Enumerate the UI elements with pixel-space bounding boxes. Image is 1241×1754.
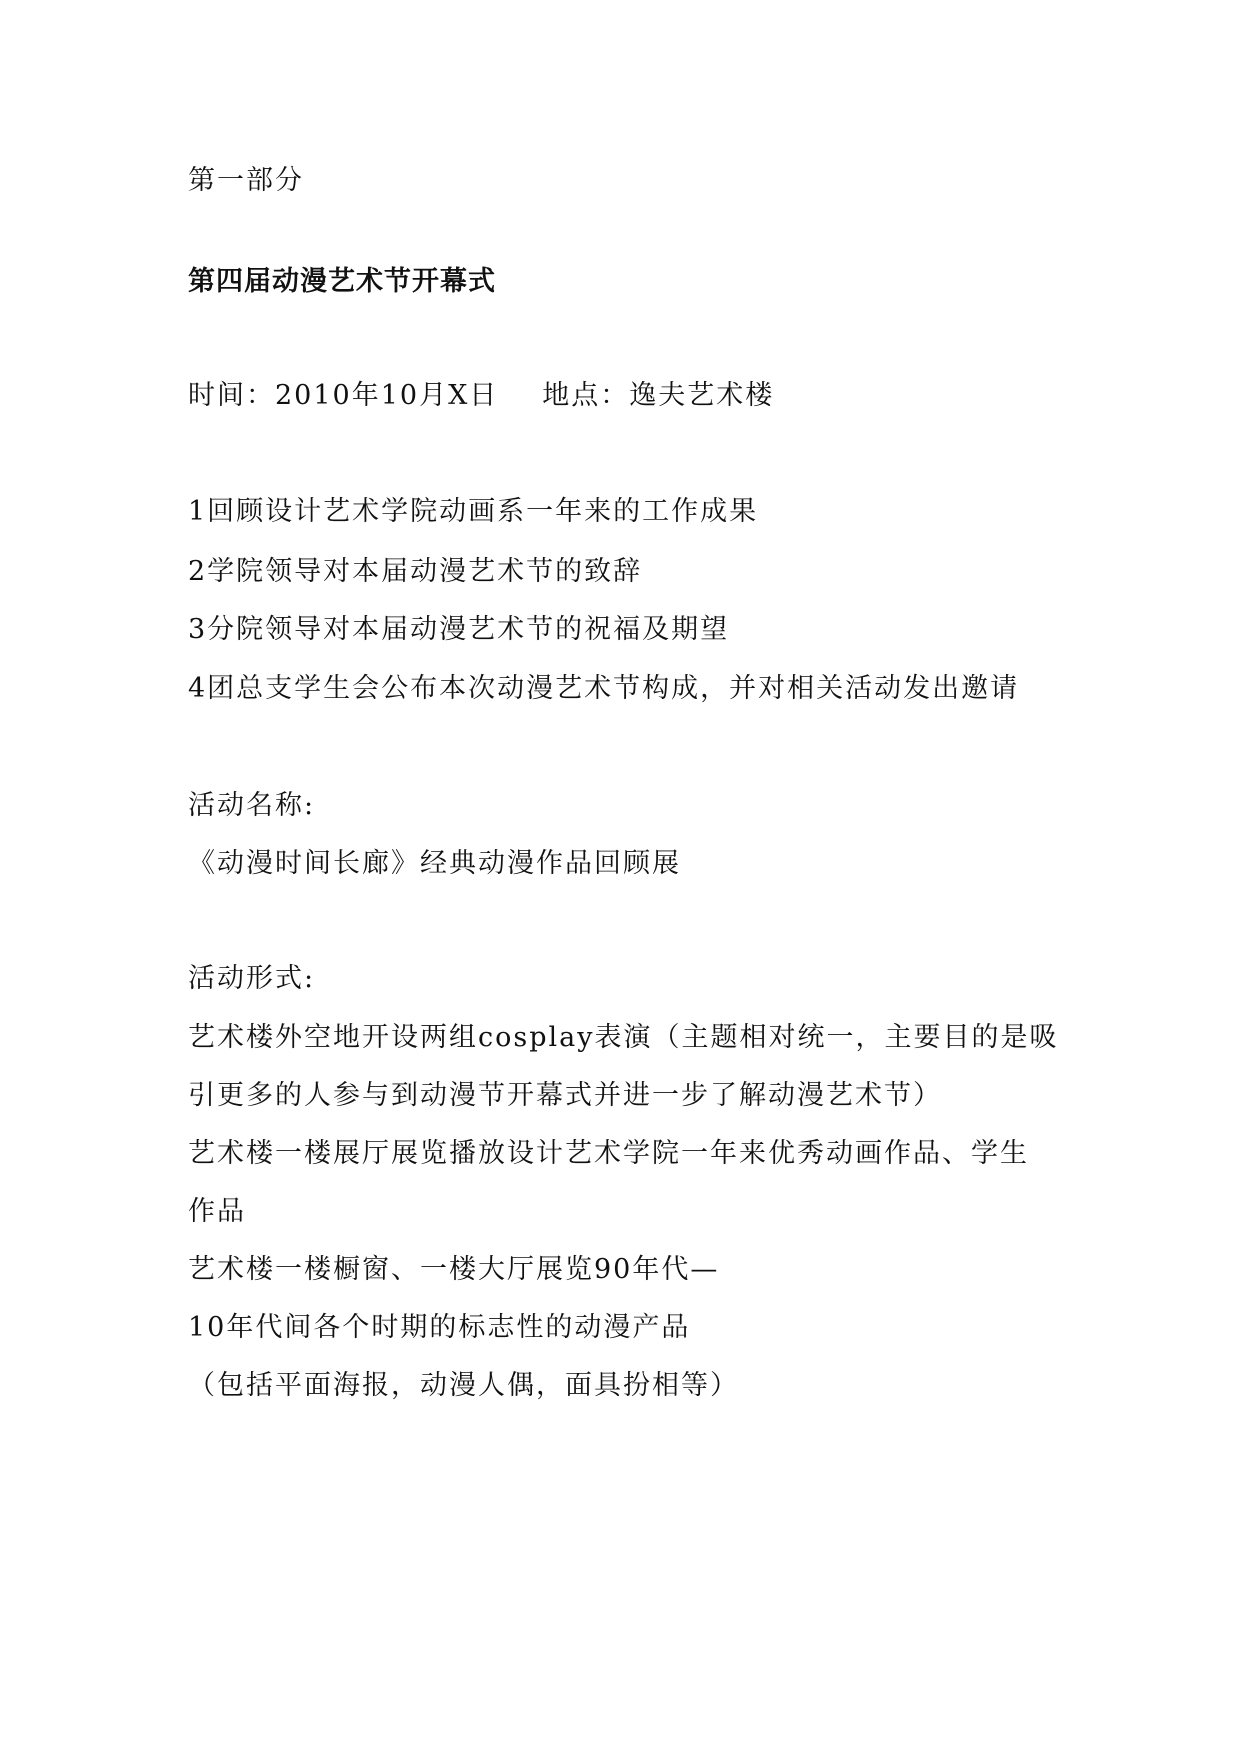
activity-name-label: 活动名称: — [188, 790, 316, 821]
document-title: 第四届动漫艺术节开幕式 — [188, 266, 496, 297]
agenda-item-1: 1回顾设计艺术学院动画系一年来的工作成果 — [188, 496, 759, 527]
time-text: 时间：2010年10月X日 — [188, 380, 499, 411]
activity-form-label: 活动形式: — [188, 963, 316, 994]
activity-form-line: 作品 — [188, 1196, 246, 1227]
place-text: 地点：逸夫艺术楼 — [542, 380, 775, 411]
agenda-item-3: 3分院领导对本届动漫艺术节的祝福及期望 — [188, 614, 730, 645]
activity-form-line: 艺术楼一楼展厅展览播放设计艺术学院一年来优秀动画作品、学生 — [188, 1138, 1029, 1169]
agenda-item-2: 2学院领导对本届动漫艺术节的致辞 — [188, 556, 643, 587]
activity-form-line: 艺术楼一楼橱窗、一楼大厅展览90年代— — [188, 1254, 720, 1285]
agenda-item-4: 4团总支学生会公布本次动漫艺术节构成，并对相关活动发出邀请 — [188, 673, 1020, 704]
section-label: 第一部分 — [188, 165, 304, 196]
time-place-line — [188, 379, 774, 413]
activity-form-line: 引更多的人参与到动漫节开幕式并进一步了解动漫艺术节） — [188, 1080, 942, 1111]
activity-name-value: 《动漫时间长廊》经典动漫作品回顾展 — [188, 848, 681, 879]
activity-form-line: （包括平面海报，动漫人偶，面具扮相等） — [188, 1370, 739, 1401]
activity-form-line: 艺术楼外空地开设两组cosplay表演（主题相对统一，主要目的是吸 — [188, 1022, 1059, 1053]
activity-form-line: 10年代间各个时期的标志性的动漫产品 — [188, 1312, 691, 1343]
